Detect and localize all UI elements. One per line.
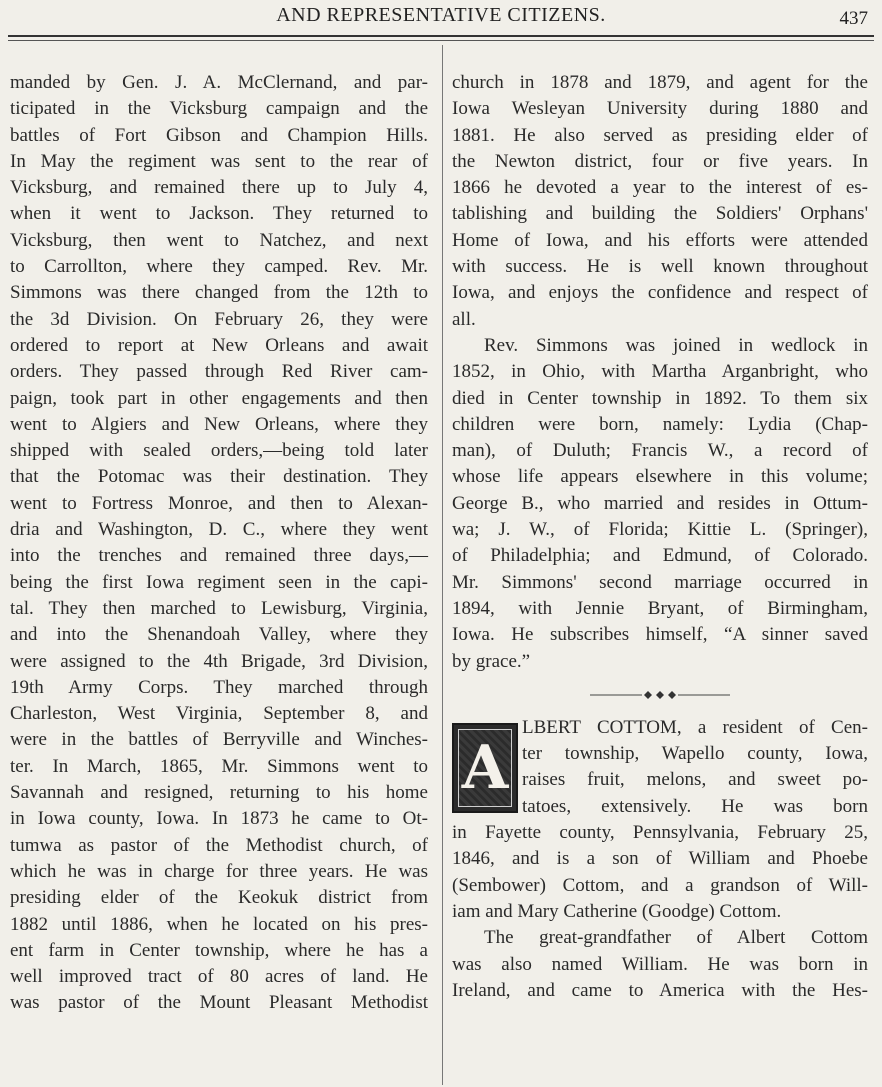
text-line: in Iowa county, Iowa. In 1873 he came to Ot- <box>10 808 428 830</box>
text-line: was pastor of the Mount Pleasant Methodist <box>10 992 428 1014</box>
text-line: dria and Washington, D. C., where they went <box>10 519 428 541</box>
text-line: wa; J. W., of Florida; Kittie L. (Springer), <box>452 519 868 541</box>
text-line: In May the regiment was sent to the rear of <box>10 150 428 172</box>
text-line: well improved tract of 80 acres of land. He <box>10 966 428 988</box>
text-line: were in the battles of Berryville and Winches- <box>10 729 428 751</box>
text-line: Iowa, and enjoys the confidence and respect of <box>452 282 868 304</box>
simmons-career-paragraph <box>452 70 868 333</box>
text-line: the 3d Division. On February 26, they were <box>10 308 428 330</box>
text-line: iam and Mary Catherine (Goodge) Cottom. <box>452 900 782 922</box>
text-line: battles of Fort Gibson and Champion Hills. <box>10 124 428 146</box>
text-line: shipped with sealed orders,—being told later <box>10 440 428 462</box>
text-line: 1852, in Ohio, with Martha Arganbright, who <box>452 361 868 383</box>
text-line: Iowa Wesleyan University during 1880 and <box>452 98 868 120</box>
text-line: presiding elder of the Keokuk district from <box>10 887 428 909</box>
text-line: being the first Iowa regiment seen in the capi- <box>10 571 428 593</box>
text-line: ter. In March, 1865, Mr. Simmons went to <box>10 755 428 777</box>
text-line: orders. They passed through Red River cam- <box>10 361 428 383</box>
text-line: 1894, with Jennie Bryant, of Birmingham, <box>452 597 868 619</box>
text-line: 1846, and is a son of William and Phoebe <box>452 848 868 870</box>
text-line: ter township, Wapello county, Iowa, <box>522 743 868 765</box>
text-line: Iowa. He subscribes himself, “A sinner saved <box>452 624 868 646</box>
text-line: George B., who married and resides in Ottum- <box>452 492 868 514</box>
dropcap <box>452 723 518 813</box>
text-line: when it went to Jackson. They returned to <box>10 203 428 225</box>
text-line: Ireland, and came to America with the Hes- <box>452 979 868 1001</box>
text-line: tumwa as pastor of the Methodist church, of <box>10 834 428 856</box>
header-rule-thick <box>8 35 874 37</box>
header-rule-thin <box>8 40 874 41</box>
text-line: into the trenches and remained three days,— <box>10 545 428 567</box>
text-line: the Newton district, four or five years. In <box>452 150 868 172</box>
page-number: 437 <box>839 8 868 29</box>
text-line: paign, took part in other engagements and then <box>10 387 428 409</box>
text-line: which he was in charge for three years. He was <box>10 860 428 882</box>
text-line: (Sembower) Cottom, and a grandson of Will- <box>452 874 868 896</box>
text-line: The great-grandfather of Albert Cottom <box>484 927 868 949</box>
text-line: raises fruit, melons, and sweet po- <box>522 769 868 791</box>
text-line: Vicksburg, then went to Natchez, and next <box>10 229 428 251</box>
text-line: Charleston, West Virginia, September 8, and <box>10 703 428 725</box>
cottom-bio-opening <box>452 715 868 820</box>
text-line: to Carrollton, where they camped. Rev. Mr. <box>10 256 428 278</box>
text-line: ordered to report at New Orleans and await <box>10 334 428 356</box>
text-line: Rev. Simmons was joined in wedlock in <box>484 334 868 356</box>
text-line: 19th Army Corps. They marched through <box>10 676 428 698</box>
text-line: Simmons was there changed from the 12th to <box>10 282 428 304</box>
text-line: died in Center township in 1892. To them six <box>452 387 868 409</box>
cottom-bio-lines <box>452 820 868 925</box>
text-line: ticipated in the Vicksburg campaign and the <box>10 98 428 120</box>
text-line: went to Algiers and New Orleans, where they <box>10 413 428 435</box>
text-line: 1881. He also served as presiding elder of <box>452 124 868 146</box>
text-line: was also named William. He was born in <box>452 953 868 975</box>
left-column <box>10 70 428 1017</box>
text-line: tablishing and building the Soldiers' Orphans' <box>452 203 868 225</box>
text-line: Mr. Simmons' second marriage occurred in <box>452 571 868 593</box>
running-title: AND REPRESENTATIVE CITIZENS. <box>276 4 606 26</box>
text-line: all. <box>452 308 476 330</box>
text-line: by grace.” <box>452 650 531 672</box>
column-divider <box>442 45 443 1085</box>
text-line: with success. He is well known throughout <box>452 256 868 278</box>
text-line: in Fayette county, Pennsylvania, February 25, <box>452 822 868 844</box>
text-line: manded by Gen. J. A. McClernand, and par- <box>10 72 428 93</box>
text-line: whose life appears elsewhere in this volume; <box>452 466 868 488</box>
text-line: 1866 he devoted a year to the interest of es- <box>452 177 868 199</box>
text-line: were assigned to the 4th Brigade, 3rd Division, <box>10 650 428 672</box>
dropcap-letter: A <box>461 732 509 803</box>
ornament-divider-icon <box>590 689 730 701</box>
simmons-family-paragraph <box>452 333 868 675</box>
text-line: ent farm in Center township, where he has a <box>10 939 428 961</box>
text-line: went to Fortress Monroe, and then to Alexan- <box>10 492 428 514</box>
text-line: and into the Shenandoah Valley, where they <box>10 624 428 646</box>
text-line: of Philadelphia; and Edmund, of Colorado. <box>452 545 868 567</box>
text-line: children were born, namely: Lydia (Chap- <box>452 413 868 435</box>
text-line: 1882 until 1886, when he located on his pres- <box>10 913 428 935</box>
right-column <box>452 70 868 1004</box>
text-line: tal. They then marched to Lewisburg, Virginia, <box>10 597 428 619</box>
text-line: Vicksburg, and remained there up to July 4, <box>10 177 428 199</box>
text-line: man), of Duluth; Francis W., a record of <box>452 440 868 462</box>
text-line: church in 1878 and 1879, and agent for the <box>452 72 868 93</box>
text-line: tatoes, extensively. He was born <box>522 795 868 817</box>
text-line: that the Potomac was their destination. They <box>10 466 428 488</box>
text-line: Home of Iowa, and his efforts were attended <box>452 229 868 251</box>
cottom-ancestry-paragraph <box>452 925 868 1004</box>
section-ornament <box>452 675 868 715</box>
text-line: LBERT COTTOM, a resident of Cen- <box>522 716 868 738</box>
text-line: Savannah and resigned, returning to his home <box>10 782 428 804</box>
